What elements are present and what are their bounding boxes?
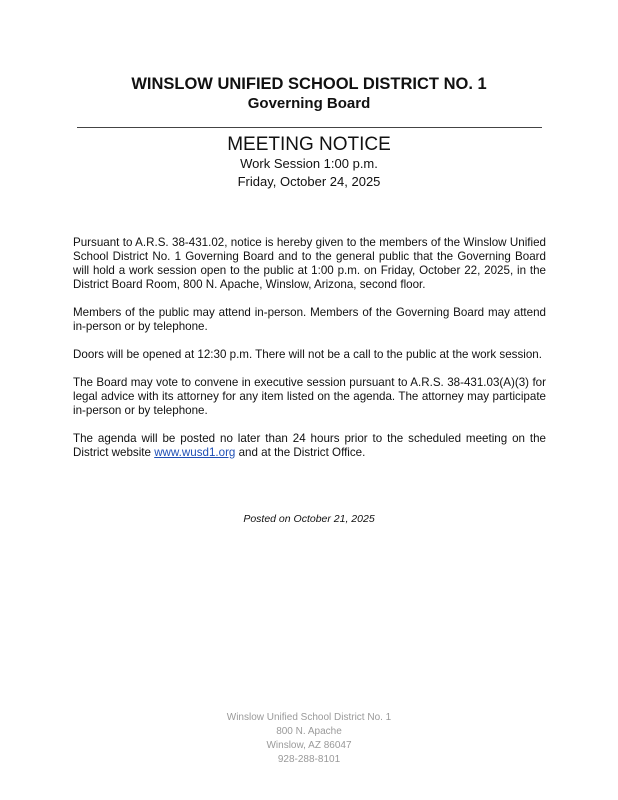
paragraph-notice: Pursuant to A.R.S. 38-431.02, notice is hereby given to the members of the Winslow Unified School District No. 1 Governing Board and to the general public that the Governing Board will hold a work session open to the public at 1:00 p.m. on Friday, October 22, 2025, in the District Board Room, 800 N. Apache, Winslow, Arizona, second floor. [73, 236, 546, 291]
website-link[interactable]: www.wusd1.org [154, 446, 236, 459]
posted-date: Posted on October 21, 2025 [243, 513, 375, 525]
meeting-date: Friday, October 24, 2025 [237, 174, 381, 189]
session-time: Work Session 1:00 p.m. [240, 156, 378, 171]
footer-district: Winslow Unified School District No. 1 [226, 712, 392, 723]
header-divider [77, 127, 542, 128]
paragraph-attendance: Members of the public may attend in-person. Members of the Governing Board may attend in-person or by telephone. [73, 306, 546, 333]
paragraph-executive-session: The Board may vote to convene in executive session pursuant to A.R.S. 38-431.03(A)(3) for legal advice with its attorney for any item listed on the agenda. The attorney may participate in-person or by telephone. [73, 376, 546, 417]
footer-address [0, 711, 618, 767]
footer-phone: 928-288-8101 [277, 754, 341, 765]
footer-city: Winslow, AZ 86047 [266, 740, 352, 751]
paragraph-doors: Doors will be opened at 12:30 p.m. There will not be a call to the public at the work session. [73, 348, 542, 361]
paragraph-agenda [73, 432, 546, 460]
footer-street: 800 N. Apache [276, 726, 342, 737]
district-title: WINSLOW UNIFIED SCHOOL DISTRICT NO. 1 [131, 75, 487, 93]
notice-body [73, 236, 546, 474]
agenda-text-end: and at the District Office. [235, 446, 366, 459]
agenda-text: The agenda will be posted no later than 24 hours prior to the scheduled meeting on the District website [73, 432, 546, 459]
notice-title: MEETING NOTICE [227, 134, 391, 155]
board-subtitle: Governing Board [247, 95, 371, 112]
